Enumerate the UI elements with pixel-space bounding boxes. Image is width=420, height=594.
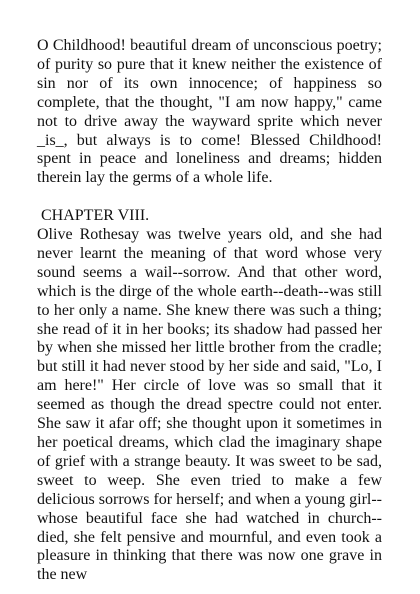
- document-page: [37, 37, 382, 585]
- chapter-heading: CHAPTER VIII.: [41, 207, 150, 225]
- chapter-paragraph: Olive Rothesay was twelve years old, and she had never learnt the meaning of that word whose very sound seems a wail--sorrow. And that other word, which is the dirge of the whole earth--death--was still to her only a name. She knew there was such a thing; she read of it in her books; its shadow had passed her by when she missed her little brother from the cradle; but still it had never stood by her side and said, "Lo, I am here!" Her circle of love was so small that it seemed as though the dread spectre could not enter. She saw it afar off; she thought upon it sometimes in her poetical dreams, which clad the imaginary shape of grief with a strange beauty. It was sweet to be sad, sweet to weep. She even tried to make a few delicious sorrows for herself; and when a young girl--whose beautiful face she had watched in church--died, she felt pensive and mournful, and even took a pleasure in thinking that there was now one grave in the new: [37, 226, 382, 584]
- intro-paragraph: O Childhood! beautiful dream of unconscious poetry; of purity so pure that it knew neither the existence of sin nor of its own innocence; of happiness so complete, that the thought, "I am now happy," came not to drive away the wayward sprite which never _is_, but always is to come! Blessed Childhood! spent in peace and loneliness and dreams; hidden therein lay the germs of a whole life.: [37, 37, 382, 187]
